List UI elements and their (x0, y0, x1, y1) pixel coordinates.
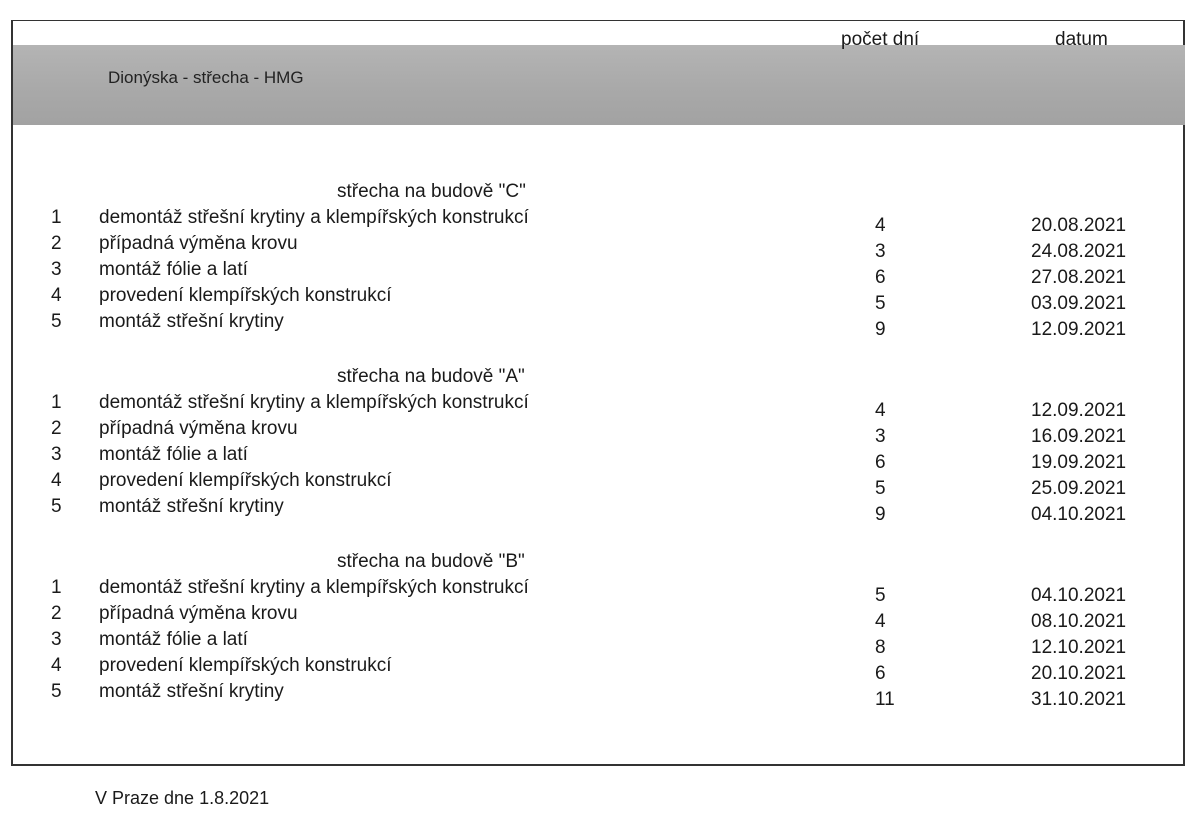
schedule-frame (11, 20, 1185, 766)
date-value: 27.08.2021 (1031, 267, 1127, 288)
task-name: provedení klempířských konstrukcí (99, 285, 392, 306)
table-row (13, 311, 1185, 340)
task-name: demontáž střešní krytiny a klempířských konstrukcí (99, 207, 529, 228)
days-count: 5 (875, 585, 886, 606)
date-value: 31.10.2021 (1031, 689, 1127, 710)
row-number: 4 (51, 470, 62, 491)
table-row (13, 444, 1185, 473)
table-row (13, 496, 1185, 525)
row-number: 1 (51, 207, 62, 228)
task-name: montáž fólie a latí (99, 259, 248, 280)
days-count: 5 (875, 478, 886, 499)
task-name: demontáž střešní krytiny a klempířských konstrukcí (99, 577, 529, 598)
column-header-date: datum (1055, 29, 1108, 50)
row-number: 1 (51, 392, 62, 413)
date-value: 25.09.2021 (1031, 478, 1127, 499)
date-value: 04.10.2021 (1031, 504, 1127, 525)
days-count: 4 (875, 400, 886, 421)
table-row (13, 577, 1185, 606)
row-number: 2 (51, 418, 62, 439)
table-row (13, 681, 1185, 710)
row-number: 1 (51, 577, 62, 598)
row-number: 4 (51, 285, 62, 306)
date-value: 04.10.2021 (1031, 585, 1127, 606)
days-count: 4 (875, 611, 886, 632)
task-name: montáž střešní krytiny (99, 496, 284, 517)
date-value: 12.10.2021 (1031, 637, 1127, 658)
task-name: montáž fólie a latí (99, 629, 248, 650)
days-count: 6 (875, 267, 886, 288)
date-value: 20.10.2021 (1031, 663, 1127, 684)
days-count: 4 (875, 215, 886, 236)
row-number: 2 (51, 233, 62, 254)
date-value: 19.09.2021 (1031, 452, 1127, 473)
date-value: 03.09.2021 (1031, 293, 1127, 314)
task-name: případná výměna krovu (99, 603, 298, 624)
row-number: 4 (51, 655, 62, 676)
task-name: případná výměna krovu (99, 233, 298, 254)
row-number: 3 (51, 259, 62, 280)
days-count: 3 (875, 426, 886, 447)
table-row (13, 285, 1185, 314)
row-number: 5 (51, 496, 62, 517)
days-count: 5 (875, 293, 886, 314)
table-row (13, 418, 1185, 447)
table-row (13, 392, 1185, 421)
days-count: 9 (875, 319, 886, 340)
date-value: 24.08.2021 (1031, 241, 1127, 262)
table-row (13, 470, 1185, 499)
task-name: montáž střešní krytiny (99, 681, 284, 702)
row-number: 3 (51, 444, 62, 465)
column-header-days: počet dní (841, 29, 920, 50)
date-value: 16.09.2021 (1031, 426, 1127, 447)
row-number: 5 (51, 681, 62, 702)
table-row (13, 207, 1185, 236)
section-title: střecha na budově "C" (337, 181, 526, 202)
table-row (13, 629, 1185, 658)
date-value: 12.09.2021 (1031, 319, 1127, 340)
task-name: demontáž střešní krytiny a klempířských konstrukcí (99, 392, 529, 413)
section-title: střecha na budově "A" (337, 366, 525, 387)
task-name: případná výměna krovu (99, 418, 298, 439)
days-count: 9 (875, 504, 886, 525)
row-number: 2 (51, 603, 62, 624)
days-count: 6 (875, 452, 886, 473)
days-count: 3 (875, 241, 886, 262)
section-title: střecha na budově "B" (337, 551, 525, 572)
task-name: montáž fólie a latí (99, 444, 248, 465)
task-name: provedení klempířských konstrukcí (99, 655, 392, 676)
date-value: 08.10.2021 (1031, 611, 1127, 632)
footer-place-date: V Praze dne 1.8.2021 (95, 788, 270, 808)
row-number: 5 (51, 311, 62, 332)
date-value: 20.08.2021 (1031, 215, 1127, 236)
table-row (13, 233, 1185, 262)
title-banner (13, 45, 1185, 125)
table-row (13, 259, 1185, 288)
table-row (13, 603, 1185, 632)
days-count: 8 (875, 637, 886, 658)
days-count: 6 (875, 663, 886, 684)
days-count: 11 (875, 689, 895, 710)
row-number: 3 (51, 629, 62, 650)
table-row (13, 655, 1185, 684)
task-name: provedení klempířských konstrukcí (99, 470, 392, 491)
task-name: montáž střešní krytiny (99, 311, 284, 332)
document-title: Dionýska - střecha - HMG (108, 68, 304, 87)
date-value: 12.09.2021 (1031, 400, 1127, 421)
